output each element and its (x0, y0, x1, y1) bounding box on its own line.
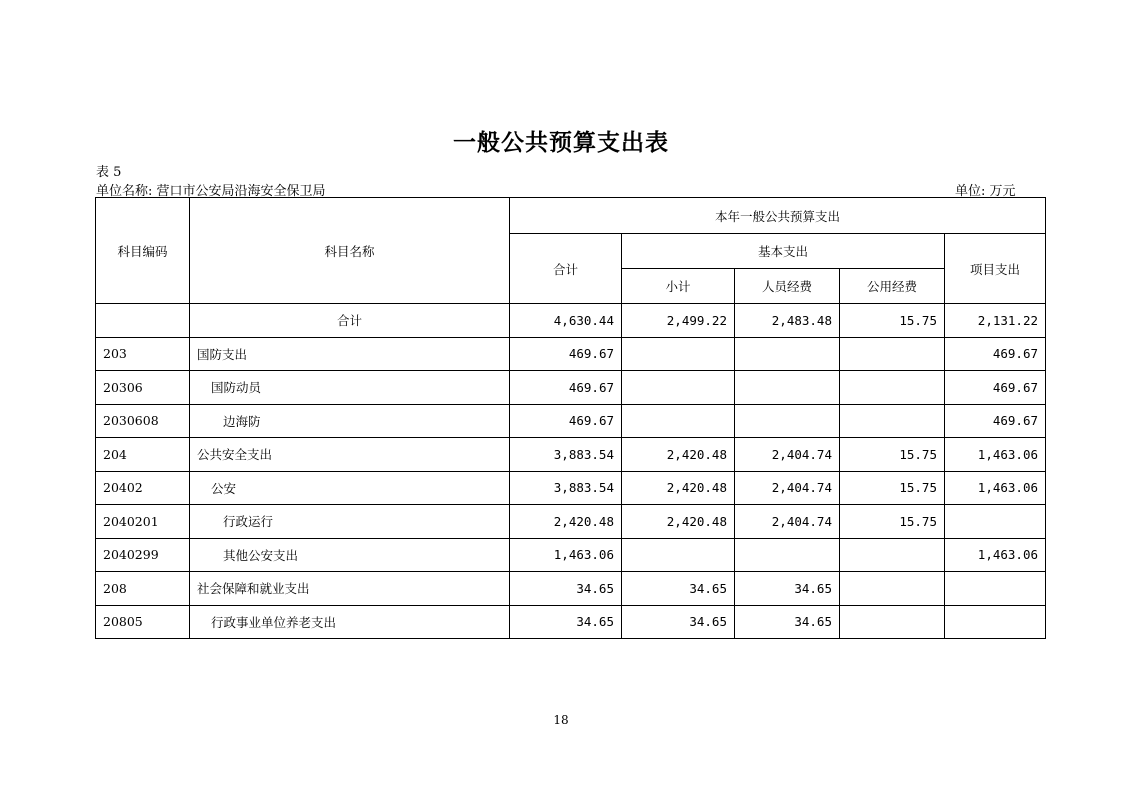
cell-personnel (735, 404, 840, 438)
cell-public (840, 337, 945, 371)
cell-public (840, 605, 945, 639)
cell-total: 469.67 (510, 371, 622, 405)
cell-total: 3,883.54 (510, 438, 622, 472)
cell-project: 1,463.06 (945, 538, 1046, 572)
cell-personnel (735, 538, 840, 572)
page-number: 18 (553, 713, 569, 727)
table-row (96, 538, 1046, 572)
table-row (96, 471, 1046, 505)
table-row (96, 438, 1046, 472)
table-row (96, 572, 1046, 606)
cell-personnel: 2,404.74 (735, 505, 840, 539)
cell-name: 边海防 (190, 404, 510, 438)
cell-code: 208 (96, 572, 190, 606)
cell-total: 2,420.48 (510, 505, 622, 539)
cell-project: 2,131.22 (945, 304, 1046, 338)
unit-label: 单位: 万元 (955, 184, 1016, 199)
cell-personnel: 2,483.48 (735, 304, 840, 338)
cell-code (96, 304, 190, 338)
cell-personnel: 34.65 (735, 605, 840, 639)
cell-public: 15.75 (840, 505, 945, 539)
cell-personnel (735, 371, 840, 405)
cell-code: 2030608 (96, 404, 190, 438)
table-row (96, 371, 1046, 405)
table-row-total (96, 304, 1046, 338)
cell-total: 34.65 (510, 572, 622, 606)
header-basic: 基本支出 (622, 234, 945, 269)
cell-public: 15.75 (840, 471, 945, 505)
cell-public (840, 404, 945, 438)
cell-name: 行政事业单位养老支出 (190, 605, 510, 639)
cell-project: 1,463.06 (945, 471, 1046, 505)
cell-name: 社会保障和就业支出 (190, 572, 510, 606)
cell-subtotal (622, 538, 735, 572)
cell-personnel (735, 337, 840, 371)
header-current-year: 本年一般公共预算支出 (510, 198, 1046, 234)
cell-project: 469.67 (945, 404, 1046, 438)
cell-code: 20805 (96, 605, 190, 639)
budget-table (95, 197, 1046, 639)
cell-project: 1,463.06 (945, 438, 1046, 472)
header-name: 科目名称 (190, 198, 510, 304)
header-code: 科目编码 (96, 198, 190, 304)
cell-total: 469.67 (510, 337, 622, 371)
table-row (96, 505, 1046, 539)
cell-name: 合计 (190, 304, 510, 338)
cell-total: 34.65 (510, 605, 622, 639)
cell-total: 4,630.44 (510, 304, 622, 338)
cell-subtotal: 2,499.22 (622, 304, 735, 338)
cell-code: 2040201 (96, 505, 190, 539)
cell-personnel: 34.65 (735, 572, 840, 606)
table-row (96, 404, 1046, 438)
table-row (96, 605, 1046, 639)
cell-total: 469.67 (510, 404, 622, 438)
header-personnel: 人员经费 (735, 269, 840, 304)
cell-project (945, 572, 1046, 606)
cell-public (840, 572, 945, 606)
header-total: 合计 (510, 234, 622, 304)
cell-project (945, 605, 1046, 639)
cell-personnel: 2,404.74 (735, 471, 840, 505)
cell-name: 行政运行 (190, 505, 510, 539)
cell-personnel: 2,404.74 (735, 438, 840, 472)
cell-project (945, 505, 1046, 539)
cell-subtotal: 2,420.48 (622, 438, 735, 472)
cell-code: 203 (96, 337, 190, 371)
cell-subtotal (622, 337, 735, 371)
cell-subtotal: 2,420.48 (622, 505, 735, 539)
cell-subtotal (622, 404, 735, 438)
unit-name-label: 单位名称: 营口市公安局沿海安全保卫局 (96, 184, 326, 199)
cell-subtotal: 34.65 (622, 605, 735, 639)
cell-project: 469.67 (945, 371, 1046, 405)
cell-public (840, 371, 945, 405)
cell-subtotal (622, 371, 735, 405)
cell-name: 国防支出 (190, 337, 510, 371)
header-public: 公用经费 (840, 269, 945, 304)
cell-project: 469.67 (945, 337, 1046, 371)
cell-subtotal: 2,420.48 (622, 471, 735, 505)
table-number: 表 5 (96, 165, 122, 180)
cell-code: 2040299 (96, 538, 190, 572)
cell-total: 3,883.54 (510, 471, 622, 505)
cell-name: 公共安全支出 (190, 438, 510, 472)
cell-subtotal: 34.65 (622, 572, 735, 606)
cell-total: 1,463.06 (510, 538, 622, 572)
cell-name: 公安 (190, 471, 510, 505)
cell-public (840, 538, 945, 572)
cell-name: 国防动员 (190, 371, 510, 405)
cell-name: 其他公安支出 (190, 538, 510, 572)
cell-code: 204 (96, 438, 190, 472)
cell-code: 20402 (96, 471, 190, 505)
cell-public: 15.75 (840, 304, 945, 338)
table-row (96, 337, 1046, 371)
cell-code: 20306 (96, 371, 190, 405)
cell-public: 15.75 (840, 438, 945, 472)
header-project: 项目支出 (945, 234, 1046, 304)
header-subtotal: 小计 (622, 269, 735, 304)
page-title: 一般公共预算支出表 (453, 130, 669, 156)
